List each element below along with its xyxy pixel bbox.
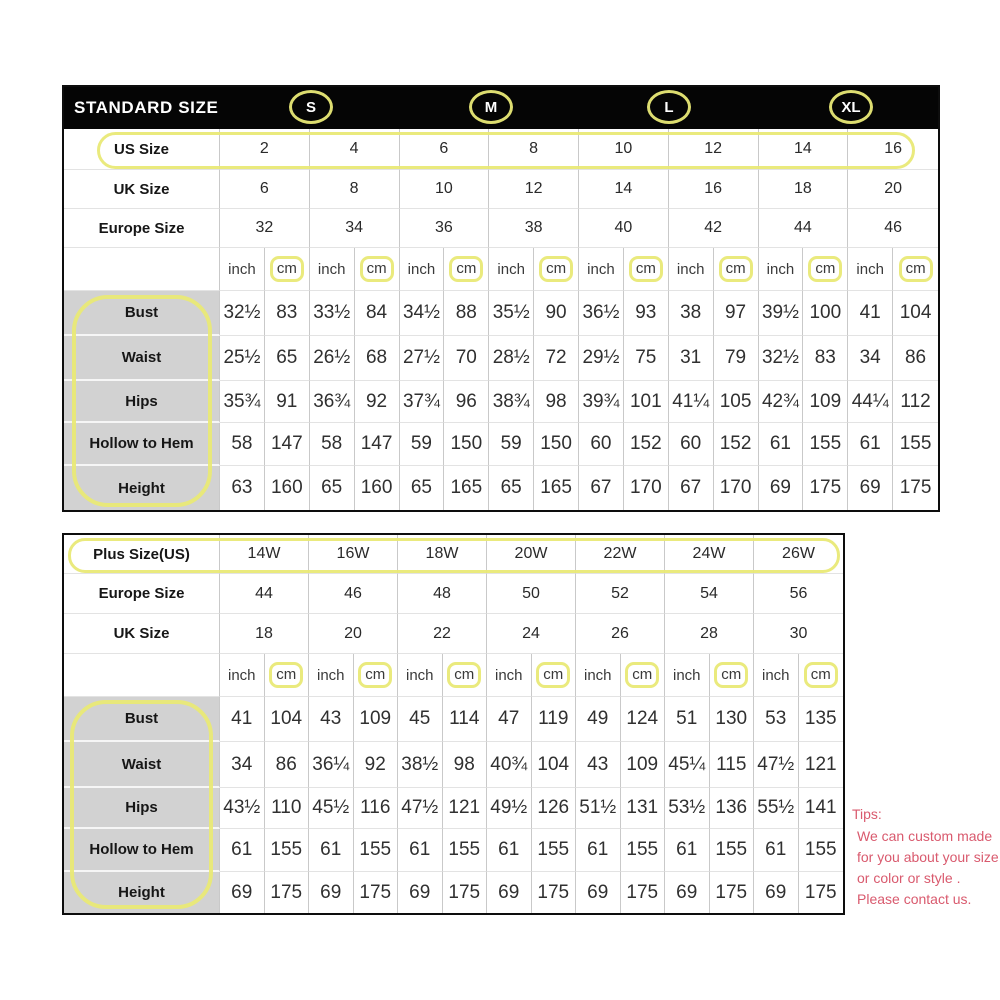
measure-value: 69 xyxy=(309,872,354,913)
measure-value: 69 xyxy=(848,466,893,510)
measure-value: 93 xyxy=(624,291,669,336)
size-value: 54 xyxy=(665,574,754,614)
inch-unit-label: inch xyxy=(220,248,265,291)
tips-title: Tips: xyxy=(852,806,882,822)
inch-unit-label: inch xyxy=(669,248,714,291)
measure-row-label: Waist xyxy=(64,336,220,381)
size-value: 10 xyxy=(400,170,490,209)
tips-line: or color or style . xyxy=(857,870,961,886)
cm-unit-cell xyxy=(803,248,848,291)
size-value: 18W xyxy=(398,535,487,574)
size-group-l-badge: L xyxy=(647,90,691,124)
measure-value: 152 xyxy=(714,423,759,466)
measure-value: 112 xyxy=(893,381,938,423)
unit-row-spacer xyxy=(64,654,220,697)
inch-unit-label: inch xyxy=(309,654,354,697)
size-value: 6 xyxy=(220,170,310,209)
measure-value: 70 xyxy=(444,336,489,381)
measure-value: 68 xyxy=(355,336,400,381)
row-label: Plus Size(US) xyxy=(64,535,220,574)
inch-unit-label: inch xyxy=(398,654,443,697)
measure-value: 131 xyxy=(621,788,666,829)
measure-value: 83 xyxy=(803,336,848,381)
measure-value: 90 xyxy=(534,291,579,336)
inch-unit-label: inch xyxy=(310,248,355,291)
measure-value: 69 xyxy=(665,872,710,913)
cm-unit-cell xyxy=(714,248,759,291)
measure-value: 175 xyxy=(899,477,932,498)
size-group-m-badge: M xyxy=(469,90,513,124)
measure-value: 109 xyxy=(354,697,399,742)
measure-value: 155 xyxy=(354,829,399,872)
tips-line: Please contact us. xyxy=(857,891,972,907)
measure-value: 43 xyxy=(309,697,354,742)
cm-highlight-box: cm xyxy=(447,662,481,688)
measure-value: 88 xyxy=(444,291,489,336)
measure-row-label: Bust xyxy=(64,291,220,336)
measure-value: 42¾ xyxy=(759,381,804,423)
measure-value: 31 xyxy=(669,336,714,381)
measure-value: 104 xyxy=(893,291,938,336)
measure-row-label: Hips xyxy=(64,788,220,829)
measure-value: 59 xyxy=(489,423,534,466)
inch-unit-label: inch xyxy=(848,248,893,291)
measure-value: 34½ xyxy=(400,291,445,336)
measure-value: 119 xyxy=(532,697,577,742)
measure-value: 60 xyxy=(669,423,714,466)
measure-value: 104 xyxy=(265,697,310,742)
measure-value: 39½ xyxy=(759,291,804,336)
measure-value: 150 xyxy=(534,423,579,466)
measure-value: 51½ xyxy=(576,788,621,829)
cm-unit-cell xyxy=(532,654,577,697)
size-value: 16W xyxy=(309,535,398,574)
measure-value: 155 xyxy=(710,829,755,872)
measure-value: 130 xyxy=(710,697,755,742)
measure-value: 116 xyxy=(354,788,399,829)
size-group-s-badge: S xyxy=(289,90,333,124)
measure-value: 98 xyxy=(534,381,579,423)
size-value: 8 xyxy=(310,170,400,209)
cm-highlight-box: cm xyxy=(719,256,753,282)
measure-value: 45 xyxy=(398,697,443,742)
measure-value: 147 xyxy=(355,423,400,466)
size-value: 46 xyxy=(309,574,398,614)
measure-value: 175 xyxy=(265,872,310,913)
measure-value: 38½ xyxy=(398,742,443,788)
measure-value: 34 xyxy=(848,336,893,381)
inch-unit-label: inch xyxy=(400,248,445,291)
measure-value: 38 xyxy=(669,291,714,336)
inch-unit-label: inch xyxy=(576,654,621,697)
measure-value: 121 xyxy=(799,742,844,788)
measure-value: 53 xyxy=(754,697,799,742)
measure-value: 61 xyxy=(848,423,893,466)
tips-note xyxy=(852,804,1000,910)
cm-highlight-box: cm xyxy=(804,662,838,688)
measure-value: 109 xyxy=(803,381,848,423)
measure-value: 155 xyxy=(803,423,848,466)
size-value: 20 xyxy=(309,614,398,654)
measure-value: 35½ xyxy=(489,291,534,336)
measure-value: 65 xyxy=(489,466,534,510)
measure-value: 79 xyxy=(714,336,759,381)
measure-row-label: Waist xyxy=(64,742,220,788)
cm-unit-cell xyxy=(444,248,489,291)
cm-unit-cell xyxy=(355,248,400,291)
cm-unit-cell xyxy=(893,248,938,291)
measure-value: 155 xyxy=(265,829,310,872)
cm-highlight-box: cm xyxy=(449,256,483,282)
measure-value: 61 xyxy=(398,829,443,872)
size-value: 48 xyxy=(398,574,487,614)
measure-value: 165 xyxy=(444,466,489,510)
measure-value: 175 xyxy=(804,881,837,903)
measure-value: 65 xyxy=(400,466,445,510)
measure-value: 175 xyxy=(621,872,666,913)
cm-highlight-box: cm xyxy=(270,256,304,282)
measure-value: 104 xyxy=(532,742,577,788)
tips-line: for you about your size xyxy=(857,849,999,865)
measure-value: 35¾ xyxy=(220,381,265,423)
size-value: 20 xyxy=(848,170,938,209)
cm-highlight-box: cm xyxy=(899,256,933,282)
measure-value: 69 xyxy=(754,872,799,913)
size-value: 42 xyxy=(669,209,759,248)
measure-value: 69 xyxy=(576,872,621,913)
size-value: 46 xyxy=(848,209,938,248)
size-value: 36 xyxy=(400,209,490,248)
measure-value: 175 xyxy=(443,872,488,913)
inch-unit-label: inch xyxy=(220,654,265,697)
size-value: 16 xyxy=(669,170,759,209)
measure-value: 101 xyxy=(624,381,669,423)
measure-value: 49½ xyxy=(487,788,532,829)
size-value: 14 xyxy=(579,170,669,209)
measure-value: 26½ xyxy=(310,336,355,381)
measure-value: 63 xyxy=(220,466,265,510)
measure-value: 100 xyxy=(803,291,848,336)
measure-value: 160 xyxy=(265,466,310,510)
measure-value: 36½ xyxy=(579,291,624,336)
measure-value: 155 xyxy=(799,829,844,872)
measure-value: 29½ xyxy=(579,336,624,381)
measure-value: 175 xyxy=(532,872,577,913)
measure-row-label: Height xyxy=(64,466,220,510)
measure-value: 86 xyxy=(265,742,310,788)
measure-value: 92 xyxy=(354,742,399,788)
size-value: 22 xyxy=(398,614,487,654)
cm-highlight-box: cm xyxy=(629,256,663,282)
row-label: Europe Size xyxy=(64,209,220,248)
measure-value: 58 xyxy=(220,423,265,466)
measure-row-label: Height xyxy=(64,872,220,913)
row-label: US Size xyxy=(64,129,220,170)
plus-size-table xyxy=(62,533,845,915)
measure-value: 98 xyxy=(443,742,488,788)
measure-value: 67 xyxy=(669,466,714,510)
cm-highlight-box: cm xyxy=(625,662,659,688)
size-value: 18 xyxy=(220,614,309,654)
measure-value: 72 xyxy=(534,336,579,381)
measure-value: 155 xyxy=(532,829,577,872)
measure-value: 39¾ xyxy=(579,381,624,423)
measure-value: 67 xyxy=(579,466,624,510)
measure-value: 170 xyxy=(714,466,759,510)
measure-value: 65 xyxy=(310,466,355,510)
measure-value: 105 xyxy=(714,381,759,423)
measure-value: 136 xyxy=(710,788,755,829)
measure-value: 135 xyxy=(799,697,844,742)
size-value: 34 xyxy=(310,209,400,248)
measure-value: 44¼ xyxy=(848,381,893,423)
size-value: 12 xyxy=(669,129,759,170)
measure-value: 36¼ xyxy=(309,742,354,788)
measure-value: 155 xyxy=(443,829,488,872)
measure-value: 69 xyxy=(220,872,265,913)
measure-value: 110 xyxy=(265,788,310,829)
size-value: 18 xyxy=(759,170,849,209)
size-value: 26 xyxy=(576,614,665,654)
cm-highlight-box: cm xyxy=(360,256,394,282)
size-value: 12 xyxy=(489,170,579,209)
size-value: 14 xyxy=(759,129,849,170)
inch-unit-label: inch xyxy=(489,248,534,291)
unit-row-spacer xyxy=(64,248,220,291)
standard-size-grid xyxy=(64,129,938,510)
measure-value: 83 xyxy=(265,291,310,336)
size-value: 50 xyxy=(487,574,576,614)
measure-value: 109 xyxy=(621,742,666,788)
measure-value: 53½ xyxy=(665,788,710,829)
measure-value: 175 xyxy=(354,872,399,913)
measure-value: 75 xyxy=(624,336,669,381)
measure-value: 51 xyxy=(665,697,710,742)
size-value: 14W xyxy=(220,535,309,574)
measure-value: 61 xyxy=(487,829,532,872)
measure-value: 45¼ xyxy=(665,742,710,788)
measure-row-label: Hollow to Hem xyxy=(64,423,220,466)
measure-value: 38¾ xyxy=(489,381,534,423)
size-value: 38 xyxy=(489,209,579,248)
measure-value: 40¾ xyxy=(487,742,532,788)
cm-highlight-box: cm xyxy=(358,662,392,688)
measure-value: 96 xyxy=(444,381,489,423)
measure-row-label: Bust xyxy=(64,697,220,742)
measure-value: 91 xyxy=(265,381,310,423)
inch-unit-label: inch xyxy=(754,654,799,697)
measure-value: 155 xyxy=(621,829,666,872)
measure-value: 126 xyxy=(532,788,577,829)
measure-value: 55½ xyxy=(754,788,799,829)
measure-value: 124 xyxy=(621,697,666,742)
measure-value: 141 xyxy=(799,788,844,829)
cm-highlight-box: cm xyxy=(808,256,842,282)
measure-value: 84 xyxy=(355,291,400,336)
measure-value: 37¾ xyxy=(400,381,445,423)
measure-value: 27½ xyxy=(400,336,445,381)
measure-value: 59 xyxy=(400,423,445,466)
measure-value: 147 xyxy=(265,423,310,466)
inch-unit-label: inch xyxy=(665,654,710,697)
measure-value: 115 xyxy=(710,742,755,788)
measure-value: 61 xyxy=(309,829,354,872)
cm-unit-cell xyxy=(710,654,755,697)
measure-value: 114 xyxy=(443,697,488,742)
cm-unit-cell xyxy=(621,654,666,697)
cm-unit-cell xyxy=(265,248,310,291)
size-value: 24 xyxy=(487,614,576,654)
measure-value: 41 xyxy=(220,697,265,742)
measure-value: 45½ xyxy=(309,788,354,829)
size-value: 30 xyxy=(754,614,843,654)
cm-highlight-box: cm xyxy=(539,256,573,282)
measure-value: 86 xyxy=(893,336,938,381)
size-value: 10 xyxy=(579,129,669,170)
measure-value: 97 xyxy=(714,291,759,336)
measure-value: 69 xyxy=(398,872,443,913)
size-value: 20W xyxy=(487,535,576,574)
size-value: 4 xyxy=(310,129,400,170)
measure-value: 47½ xyxy=(754,742,799,788)
measure-value: 155 xyxy=(893,423,938,466)
measure-value: 28½ xyxy=(489,336,534,381)
measure-value: 160 xyxy=(355,466,400,510)
measure-value: 61 xyxy=(220,829,265,872)
measure-value: 43½ xyxy=(220,788,265,829)
cm-unit-cell xyxy=(624,248,669,291)
measure-value: 36¾ xyxy=(310,381,355,423)
measure-value: 58 xyxy=(310,423,355,466)
size-value: 26W xyxy=(754,535,843,574)
size-value: 6 xyxy=(400,129,490,170)
cm-unit-cell xyxy=(354,654,399,697)
row-label: UK Size xyxy=(64,614,220,654)
size-value: 52 xyxy=(576,574,665,614)
measure-value: 170 xyxy=(624,466,669,510)
measure-value: 61 xyxy=(759,423,804,466)
measure-value: 33½ xyxy=(310,291,355,336)
measure-value: 61 xyxy=(665,829,710,872)
measure-value: 92 xyxy=(355,381,400,423)
measure-value: 69 xyxy=(759,466,804,510)
size-value: 22W xyxy=(576,535,665,574)
tips-line: We can custom made xyxy=(857,828,993,844)
measure-value: 165 xyxy=(534,466,579,510)
cm-unit-cell xyxy=(799,654,844,697)
measure-value: 43 xyxy=(576,742,621,788)
cm-highlight-box: cm xyxy=(714,662,748,688)
cm-unit-cell xyxy=(443,654,488,697)
measure-value: 60 xyxy=(579,423,624,466)
measure-value: 65 xyxy=(265,336,310,381)
size-value: 28 xyxy=(665,614,754,654)
cm-highlight-box: cm xyxy=(536,662,570,688)
size-value: 8 xyxy=(489,129,579,170)
measure-value: 61 xyxy=(754,829,799,872)
measure-row-label: Hips xyxy=(64,381,220,423)
cm-unit-cell xyxy=(534,248,579,291)
measure-value: 152 xyxy=(624,423,669,466)
size-group-xl-badge: XL xyxy=(829,90,873,124)
inch-unit-label: inch xyxy=(487,654,532,697)
measure-row-label: Hollow to Hem xyxy=(64,829,220,872)
cm-highlight-box: cm xyxy=(269,662,303,688)
measure-value: 49 xyxy=(576,697,621,742)
standard-size-table xyxy=(62,85,940,512)
row-label: Europe Size xyxy=(64,574,220,614)
size-value: 56 xyxy=(754,574,843,614)
size-value: 44 xyxy=(220,574,309,614)
measure-value: 32½ xyxy=(220,291,265,336)
measure-value: 25½ xyxy=(220,336,265,381)
size-value: 16 xyxy=(848,129,938,170)
inch-unit-label: inch xyxy=(759,248,804,291)
measure-value: 69 xyxy=(487,872,532,913)
size-value: 24W xyxy=(665,535,754,574)
row-label: UK Size xyxy=(64,170,220,209)
inch-unit-label: inch xyxy=(579,248,624,291)
size-value: 44 xyxy=(759,209,849,248)
measure-value: 47 xyxy=(487,697,532,742)
plus-size-grid xyxy=(64,535,843,913)
measure-value: 41 xyxy=(848,291,893,336)
measure-value: 61 xyxy=(576,829,621,872)
measure-value: 47½ xyxy=(398,788,443,829)
measure-value: 34 xyxy=(220,742,265,788)
measure-value: 150 xyxy=(444,423,489,466)
measure-value: 41¼ xyxy=(669,381,714,423)
measure-value: 32½ xyxy=(759,336,804,381)
size-value: 40 xyxy=(579,209,669,248)
measure-value: 175 xyxy=(803,466,848,510)
standard-size-header-band xyxy=(64,87,938,129)
standard-size-title: STANDARD SIZE xyxy=(74,98,219,117)
cm-unit-cell xyxy=(265,654,310,697)
size-value: 2 xyxy=(220,129,310,170)
measure-value: 121 xyxy=(443,788,488,829)
measure-value: 175 xyxy=(710,872,755,913)
size-value: 32 xyxy=(220,209,310,248)
